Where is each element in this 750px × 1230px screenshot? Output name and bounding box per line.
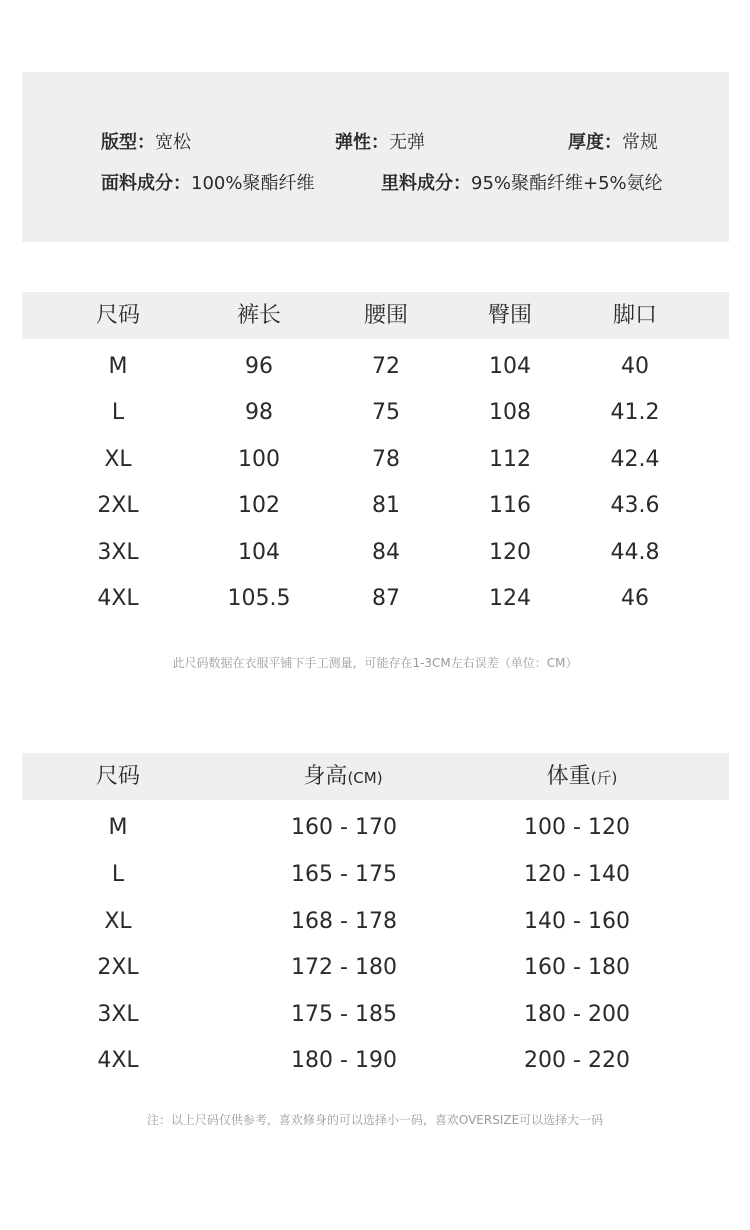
cell-size: 3XL: [97, 540, 139, 565]
cell-height: 168 - 178: [291, 909, 397, 934]
cell-hip: 120: [489, 540, 531, 565]
fit-label: 版型：: [101, 132, 155, 153]
cell-length: 102: [238, 493, 280, 518]
cell-length: 104: [238, 540, 280, 565]
table-row: [0, 390, 750, 436]
cell-hip: 112: [489, 447, 531, 472]
fabric-info: [101, 169, 314, 195]
table-row: [0, 852, 750, 898]
table-row: [0, 945, 750, 991]
cell-weight: 160 - 180: [524, 955, 630, 980]
thickness-value: 常规: [622, 132, 658, 153]
header-waist: 腰围: [363, 303, 409, 328]
table-row: [0, 530, 750, 576]
cell-waist: 78: [372, 447, 400, 472]
cell-size: 3XL: [97, 1002, 139, 1027]
cell-size: 2XL: [97, 955, 139, 980]
fit-value: 宽松: [155, 132, 191, 153]
stretch-info: [335, 128, 425, 154]
cell-weight: 140 - 160: [524, 909, 630, 934]
cell-waist: 75: [372, 400, 400, 425]
cell-size: M: [108, 354, 128, 379]
stretch-label: 弹性：: [335, 132, 389, 153]
lining-label: 里料成分：: [381, 173, 471, 194]
fit-info: [101, 128, 191, 154]
cell-length: 100: [238, 447, 280, 472]
fabric-value: 100%聚酯纤维: [191, 173, 315, 194]
cell-weight: 200 - 220: [524, 1048, 630, 1073]
cell-height: 160 - 170: [291, 815, 397, 840]
cell-hem: 40: [621, 354, 649, 379]
cell-hem: 42.4: [610, 447, 660, 472]
lining-value: 95%聚酯纤维+5%氨纶: [471, 173, 663, 194]
cell-waist: 87: [372, 586, 400, 611]
cell-height: 175 - 185: [291, 1002, 397, 1027]
cell-height: 165 - 175: [291, 862, 397, 887]
table-row: [0, 899, 750, 945]
size-table-header: [22, 292, 729, 339]
fit-table-note: 注：以上尺码仅供参考，喜欢修身的可以选择小一码，喜欢OVERSIZE可以选择大一码: [146, 1113, 604, 1127]
fabric-label: 面料成分：: [101, 173, 191, 194]
cell-weight: 120 - 140: [524, 862, 630, 887]
table-row: [0, 576, 750, 622]
table-row: [0, 344, 750, 390]
cell-height: 180 - 190: [291, 1048, 397, 1073]
cell-length: 96: [245, 354, 273, 379]
thickness-label: 厚度：: [568, 132, 622, 153]
table-row: [0, 1038, 750, 1084]
cell-waist: 72: [372, 354, 400, 379]
header-hip: 臀围: [487, 303, 533, 328]
header-size: 尺码: [95, 764, 141, 789]
cell-length: 98: [245, 400, 273, 425]
cell-hip: 108: [489, 400, 531, 425]
table-row: [0, 805, 750, 851]
header-weight-label: 体重: [546, 764, 591, 789]
cell-size: 2XL: [97, 493, 139, 518]
header-hem: 脚口: [612, 303, 658, 328]
cell-weight: 100 - 120: [524, 815, 630, 840]
cell-hip: 104: [489, 354, 531, 379]
cell-waist: 81: [372, 493, 400, 518]
header-height-label: 身高: [303, 764, 348, 789]
size-table-note: 此尺码数据在衣服平铺下手工测量，可能存在1-3CM左右误差（单位：CM）: [172, 656, 578, 670]
cell-hem: 41.2: [610, 400, 660, 425]
table-row: [0, 992, 750, 1038]
cell-hip: 124: [489, 586, 531, 611]
header-height: [303, 753, 382, 802]
stretch-value: 无弹: [389, 132, 425, 153]
cell-waist: 84: [372, 540, 400, 565]
header-weight: [547, 753, 618, 802]
cell-size: 4XL: [97, 586, 139, 611]
cell-hip: 116: [489, 493, 531, 518]
header-length: 裤长: [236, 303, 282, 328]
fit-table-header: [22, 753, 729, 800]
cell-length: 105.5: [227, 586, 291, 611]
cell-size: M: [108, 815, 128, 840]
cell-hem: 43.6: [610, 493, 660, 518]
cell-height: 172 - 180: [291, 955, 397, 980]
lining-info: [381, 169, 663, 195]
product-info-box: [22, 72, 729, 242]
cell-size: 4XL: [97, 1048, 139, 1073]
cell-hem: 44.8: [610, 540, 660, 565]
cell-weight: 180 - 200: [524, 1002, 630, 1027]
cell-size: L: [111, 400, 125, 425]
cell-size: XL: [104, 447, 132, 472]
cell-size: L: [111, 862, 125, 887]
header-height-unit: (CM): [347, 769, 383, 787]
cell-size: XL: [104, 909, 132, 934]
header-size: 尺码: [95, 303, 141, 328]
cell-hem: 46: [621, 586, 649, 611]
thickness-info: [568, 128, 658, 154]
table-row: [0, 483, 750, 529]
header-weight-unit: (斤): [590, 769, 618, 787]
table-row: [0, 437, 750, 483]
